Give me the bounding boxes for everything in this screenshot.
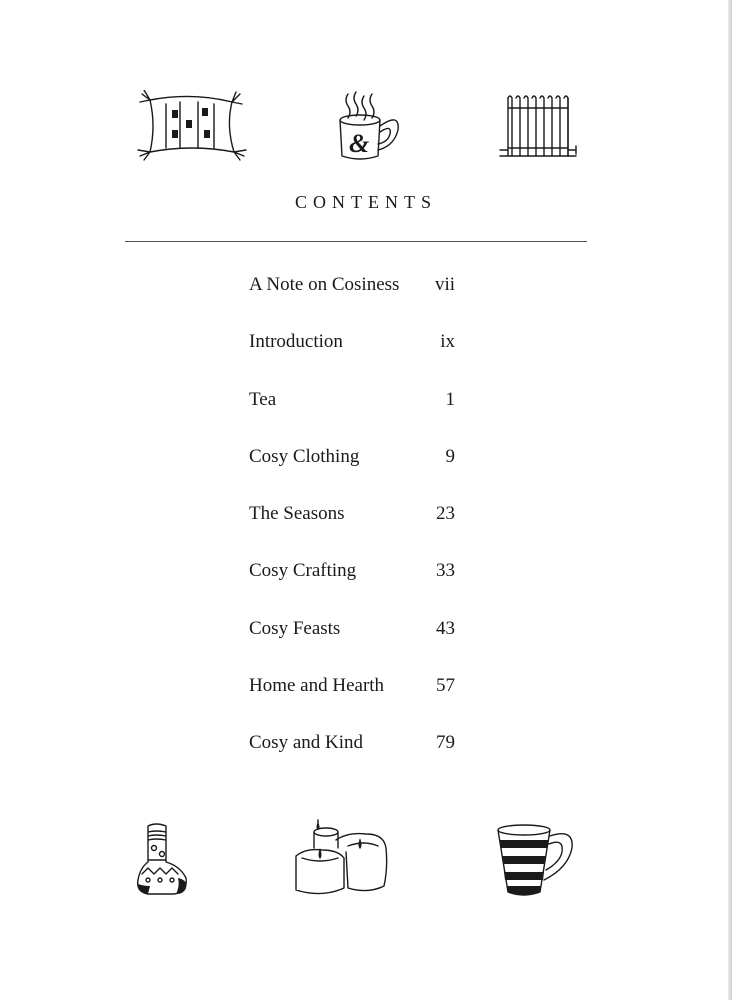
toc-entry[interactable] [249,732,455,789]
toc-entry-page: 33 [436,560,455,582]
toc-entry-label: A Note on Cosiness [249,274,400,295]
page-edge [728,0,732,1000]
toc-entry[interactable] [249,331,455,388]
toc-entry-page: 1 [445,388,455,410]
toc-entry-label: Cosy and Kind [249,732,363,754]
toc-entry[interactable] [249,274,455,331]
ampersand-glyph: & [349,129,370,158]
toc-entry[interactable] [249,618,455,675]
tea-mug-icon [334,90,404,162]
candles-icon [292,818,392,898]
toc-entry-page: 9 [445,445,455,467]
divider-rule [125,241,587,242]
toc-entry-label: The Seasons [249,503,345,525]
toc-entry[interactable] [249,503,455,560]
table-of-contents [249,274,455,790]
toc-entry[interactable] [249,446,455,503]
toc-entry-page: 43 [436,617,455,639]
toc-entry-label: Cosy Crafting [249,560,357,582]
toc-entry-label: Tea [249,388,277,410]
toc-entry[interactable] [249,560,455,617]
toc-entry-page: 79 [436,732,455,754]
toc-entry-label: Cosy Clothing [249,445,360,467]
toc-entry-page: 23 [436,503,455,525]
toc-entry-page: ix [440,331,455,353]
toc-entry[interactable] [249,675,455,732]
toc-entry-page: vii [434,274,455,295]
toc-entry-label: Home and Hearth [249,675,385,697]
radiator-icon [496,90,580,162]
cushion-icon [136,90,248,162]
toc-entry-page: 57 [436,675,455,697]
sock-icon [134,822,194,898]
page-title: CONTENTS [295,192,437,212]
striped-mug-icon [494,822,580,898]
toc-entry[interactable] [249,389,455,446]
toc-entry-label: Introduction [249,331,343,353]
toc-entry-label: Cosy Feasts [249,617,341,639]
